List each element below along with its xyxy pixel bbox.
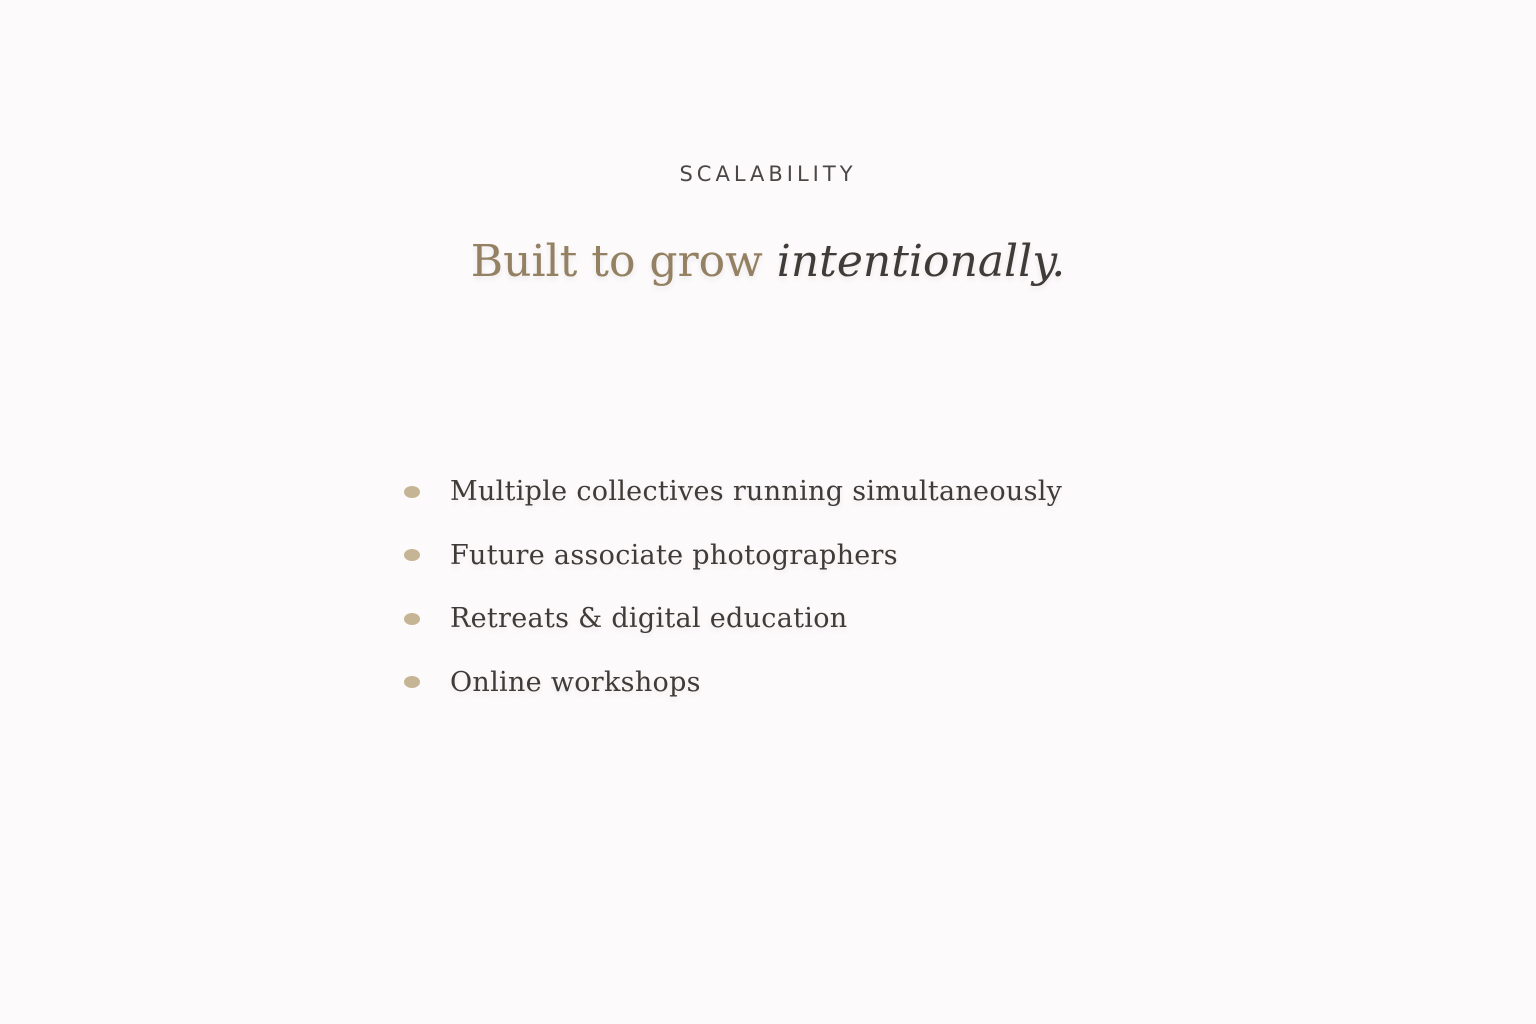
bullet-dot-icon [404,676,420,688]
list-item [404,587,1062,651]
section-headline [0,232,1536,292]
list-item [404,651,1062,715]
list-item [404,460,1062,524]
list-item-label: Retreats & digital education [450,603,848,635]
bullet-dot-icon [404,549,420,561]
list-item-label: Multiple collectives running simultaneously [450,476,1063,508]
headline-lead: Built to grow [470,236,777,287]
headline-accent: intentionally. [776,236,1066,287]
feature-list [404,460,1062,714]
section-eyebrow: SCALABILITY [679,162,857,186]
list-item [404,524,1062,588]
list-item-label: Online workshops [450,666,701,698]
bullet-dot-icon [404,613,420,625]
list-item-label: Future associate photographers [450,539,898,571]
bullet-dot-icon [404,486,420,498]
